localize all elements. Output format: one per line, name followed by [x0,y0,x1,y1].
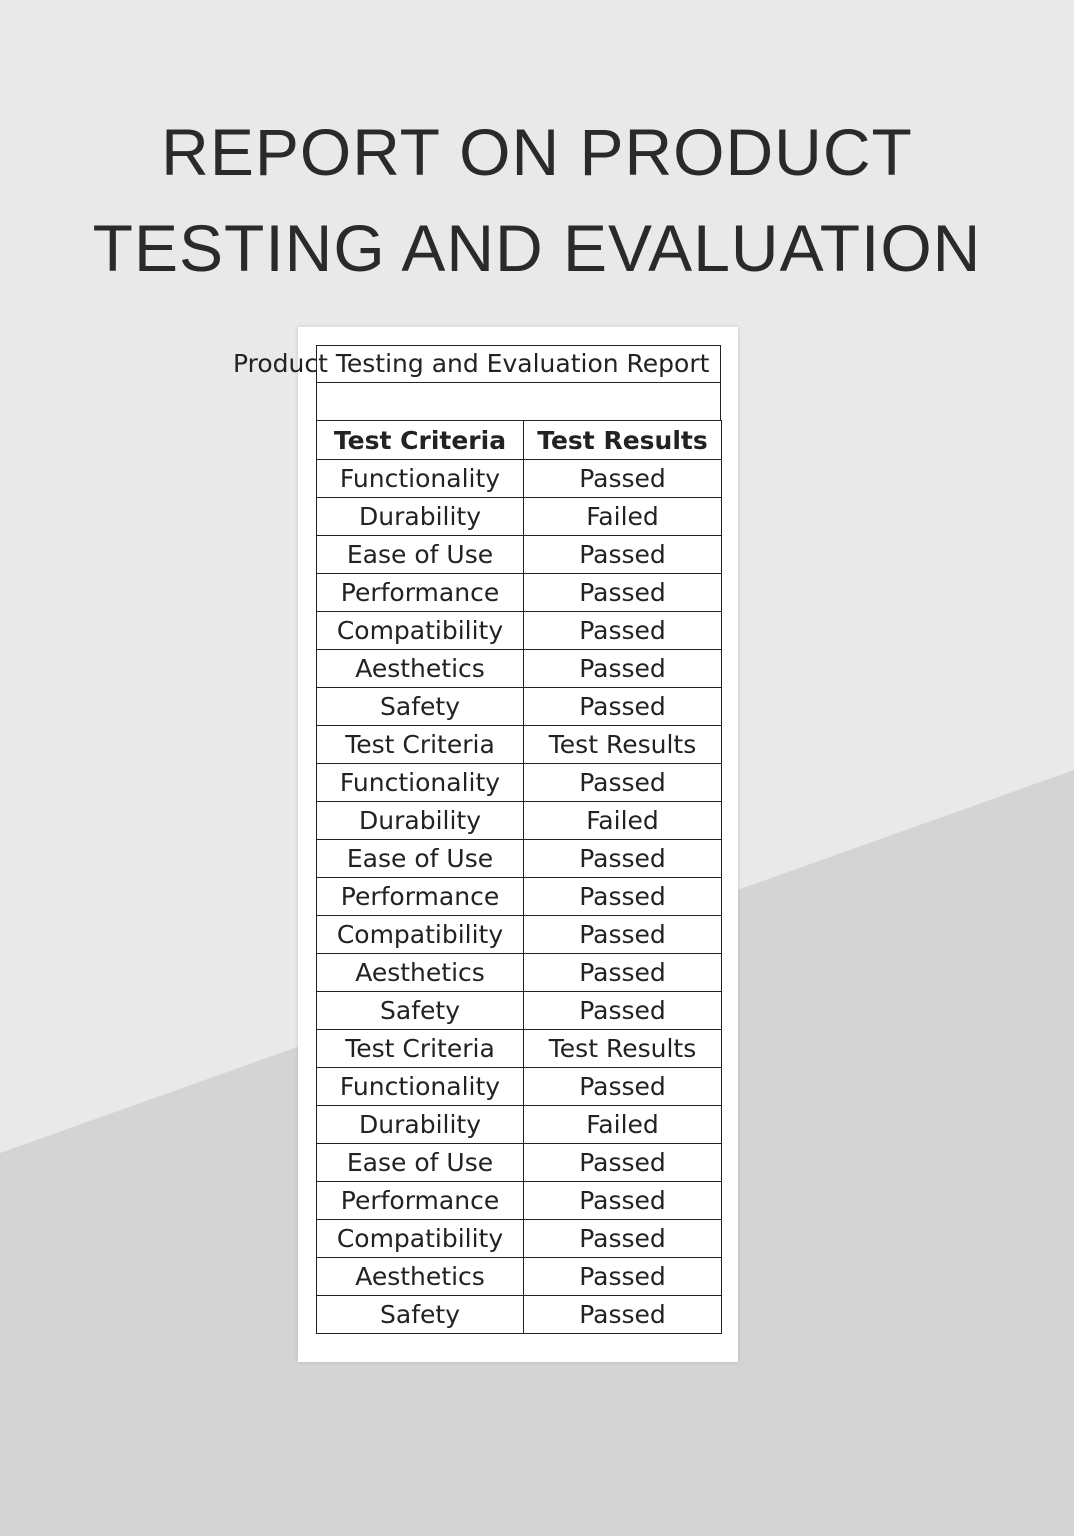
result-cell: Passed [524,1068,722,1106]
criteria-cell: Test Criteria [317,726,524,764]
result-cell: Passed [524,1296,722,1334]
table-row [317,840,722,878]
table-row [317,1068,722,1106]
criteria-cell: Functionality [317,764,524,802]
criteria-cell: Aesthetics [317,650,524,688]
criteria-cell: Safety [317,688,524,726]
blank-row [316,382,721,421]
table-row [317,726,722,764]
result-cell: Passed [524,688,722,726]
table-row [317,992,722,1030]
table-row [317,764,722,802]
result-cell: Failed [524,802,722,840]
criteria-cell: Ease of Use [317,840,524,878]
table-row [317,460,722,498]
result-cell: Passed [524,1258,722,1296]
sheet-title-cell [233,345,721,382]
table-row [317,916,722,954]
result-cell: Passed [524,460,722,498]
result-cell: Passed [524,764,722,802]
criteria-cell: Aesthetics [317,1258,524,1296]
result-cell: Test Results [524,726,722,764]
table-row [317,1220,722,1258]
results-table [316,420,722,1334]
result-cell: Passed [524,536,722,574]
criteria-cell: Safety [317,992,524,1030]
criteria-cell: Ease of Use [317,1144,524,1182]
table-row [317,1030,722,1068]
result-cell: Passed [524,574,722,612]
table-row [317,1106,722,1144]
table-row [317,1144,722,1182]
result-cell: Passed [524,1220,722,1258]
result-cell: Passed [524,916,722,954]
result-cell: Passed [524,878,722,916]
result-cell: Passed [524,992,722,1030]
table-header-row [317,421,722,460]
criteria-cell: Durability [317,802,524,840]
heading-line-1: REPORT ON PRODUCT [161,115,913,189]
result-cell: Failed [524,498,722,536]
criteria-cell: Durability [317,498,524,536]
criteria-cell: Aesthetics [317,954,524,992]
table-row [317,688,722,726]
table-row [317,1182,722,1220]
table-body [317,460,722,1334]
criteria-cell: Safety [317,1296,524,1334]
criteria-cell: Test Criteria [317,1030,524,1068]
spreadsheet-preview [233,327,738,1362]
result-cell: Failed [524,1106,722,1144]
table-row [317,1296,722,1334]
criteria-cell: Functionality [317,460,524,498]
table-row [317,536,722,574]
table-row [317,878,722,916]
criteria-cell: Performance [317,1182,524,1220]
header-test-criteria: Test Criteria [317,421,524,460]
criteria-cell: Compatibility [317,612,524,650]
criteria-cell: Functionality [317,1068,524,1106]
sheet-title: Product Testing and Evaluation Report [233,349,710,378]
result-cell: Test Results [524,1030,722,1068]
table-row [317,612,722,650]
criteria-cell: Performance [317,878,524,916]
table-row [317,650,722,688]
heading-line-2: TESTING AND EVALUATION [92,211,982,285]
table-row [317,498,722,536]
table-row [317,954,722,992]
criteria-cell: Durability [317,1106,524,1144]
header-test-results: Test Results [524,421,722,460]
criteria-cell: Performance [317,574,524,612]
result-cell: Passed [524,840,722,878]
result-cell: Passed [524,1182,722,1220]
result-cell: Passed [524,954,722,992]
page-heading [0,104,1074,296]
result-cell: Passed [524,650,722,688]
table-row [317,574,722,612]
result-cell: Passed [524,1144,722,1182]
criteria-cell: Ease of Use [317,536,524,574]
result-cell: Passed [524,612,722,650]
table-row [317,802,722,840]
table-row [317,1258,722,1296]
criteria-cell: Compatibility [317,1220,524,1258]
criteria-cell: Compatibility [317,916,524,954]
